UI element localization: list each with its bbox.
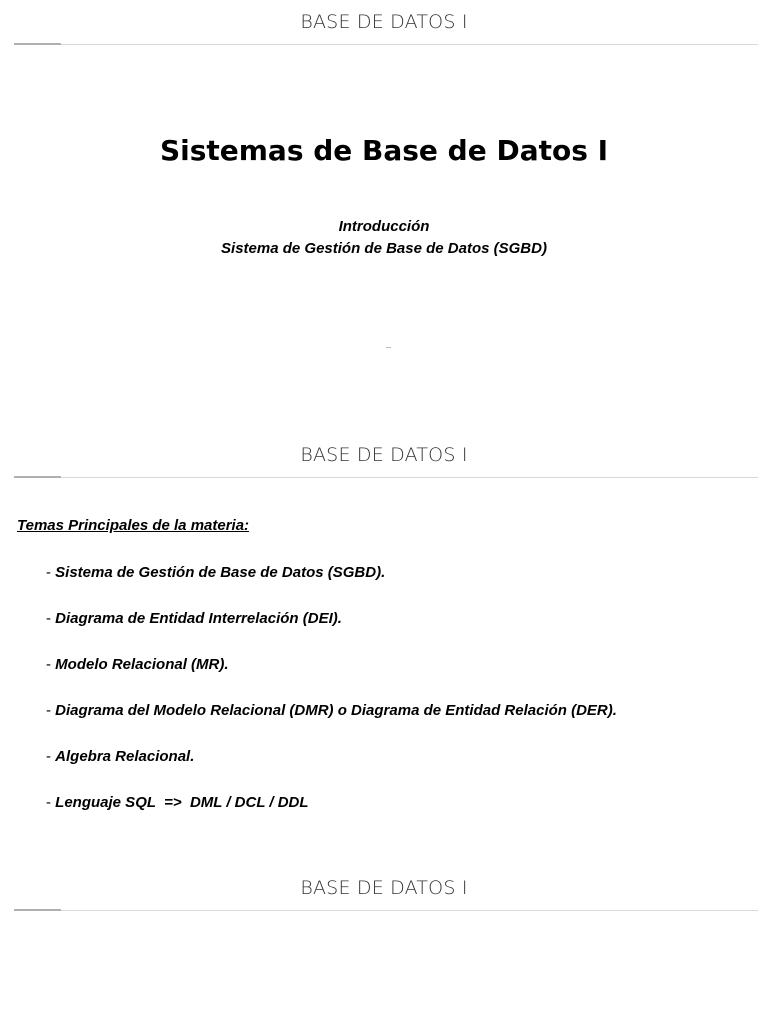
- topic-text: Diagrama de Entidad Interrelación (DEI).: [55, 610, 342, 627]
- subtitle-introduction: Introducción: [338, 218, 430, 235]
- list-dash: -: [46, 656, 56, 673]
- topic-text: Sistema de Gestión de Base de Datos (SGBD).: [55, 564, 386, 581]
- slide-header-title: BASE DE DATOS I: [300, 11, 468, 33]
- list-dash: -: [46, 564, 56, 581]
- topic-list: [46, 563, 617, 839]
- header-divider-accent: [14, 43, 61, 45]
- list-dash: -: [46, 702, 56, 719]
- list-item: [46, 655, 617, 701]
- list-item: [46, 793, 617, 839]
- header-divider-accent: [14, 909, 61, 911]
- topic-text: Modelo Relacional (MR).: [55, 656, 229, 673]
- topic-text: Diagrama del Modelo Relacional (DMR) o Diagrama de Entidad Relación (DER).: [55, 702, 617, 719]
- list-dash: -: [46, 794, 56, 811]
- list-item: [46, 747, 617, 793]
- header-divider: [14, 44, 758, 45]
- header-divider: [14, 910, 758, 911]
- decorative-mark: [386, 347, 391, 348]
- list-dash: -: [46, 748, 56, 765]
- slide-header-title: BASE DE DATOS I: [300, 877, 468, 899]
- slide-header-title: BASE DE DATOS I: [300, 444, 468, 466]
- header-divider-accent: [14, 476, 61, 478]
- subtitle-sgbd: Sistema de Gestión de Base de Datos (SGBD): [221, 240, 547, 257]
- topic-text: Lenguaje SQL => DML / DCL / DDL: [55, 794, 309, 811]
- topics-heading: Temas Principales de la materia:: [17, 517, 250, 534]
- header-divider: [14, 477, 758, 478]
- list-item: [46, 701, 617, 747]
- list-item: [46, 563, 617, 609]
- page-title: Sistemas de Base de Datos I: [159, 134, 609, 167]
- topic-text: Algebra Relacional.: [55, 748, 195, 765]
- list-item: [46, 609, 617, 655]
- list-dash: -: [46, 610, 56, 627]
